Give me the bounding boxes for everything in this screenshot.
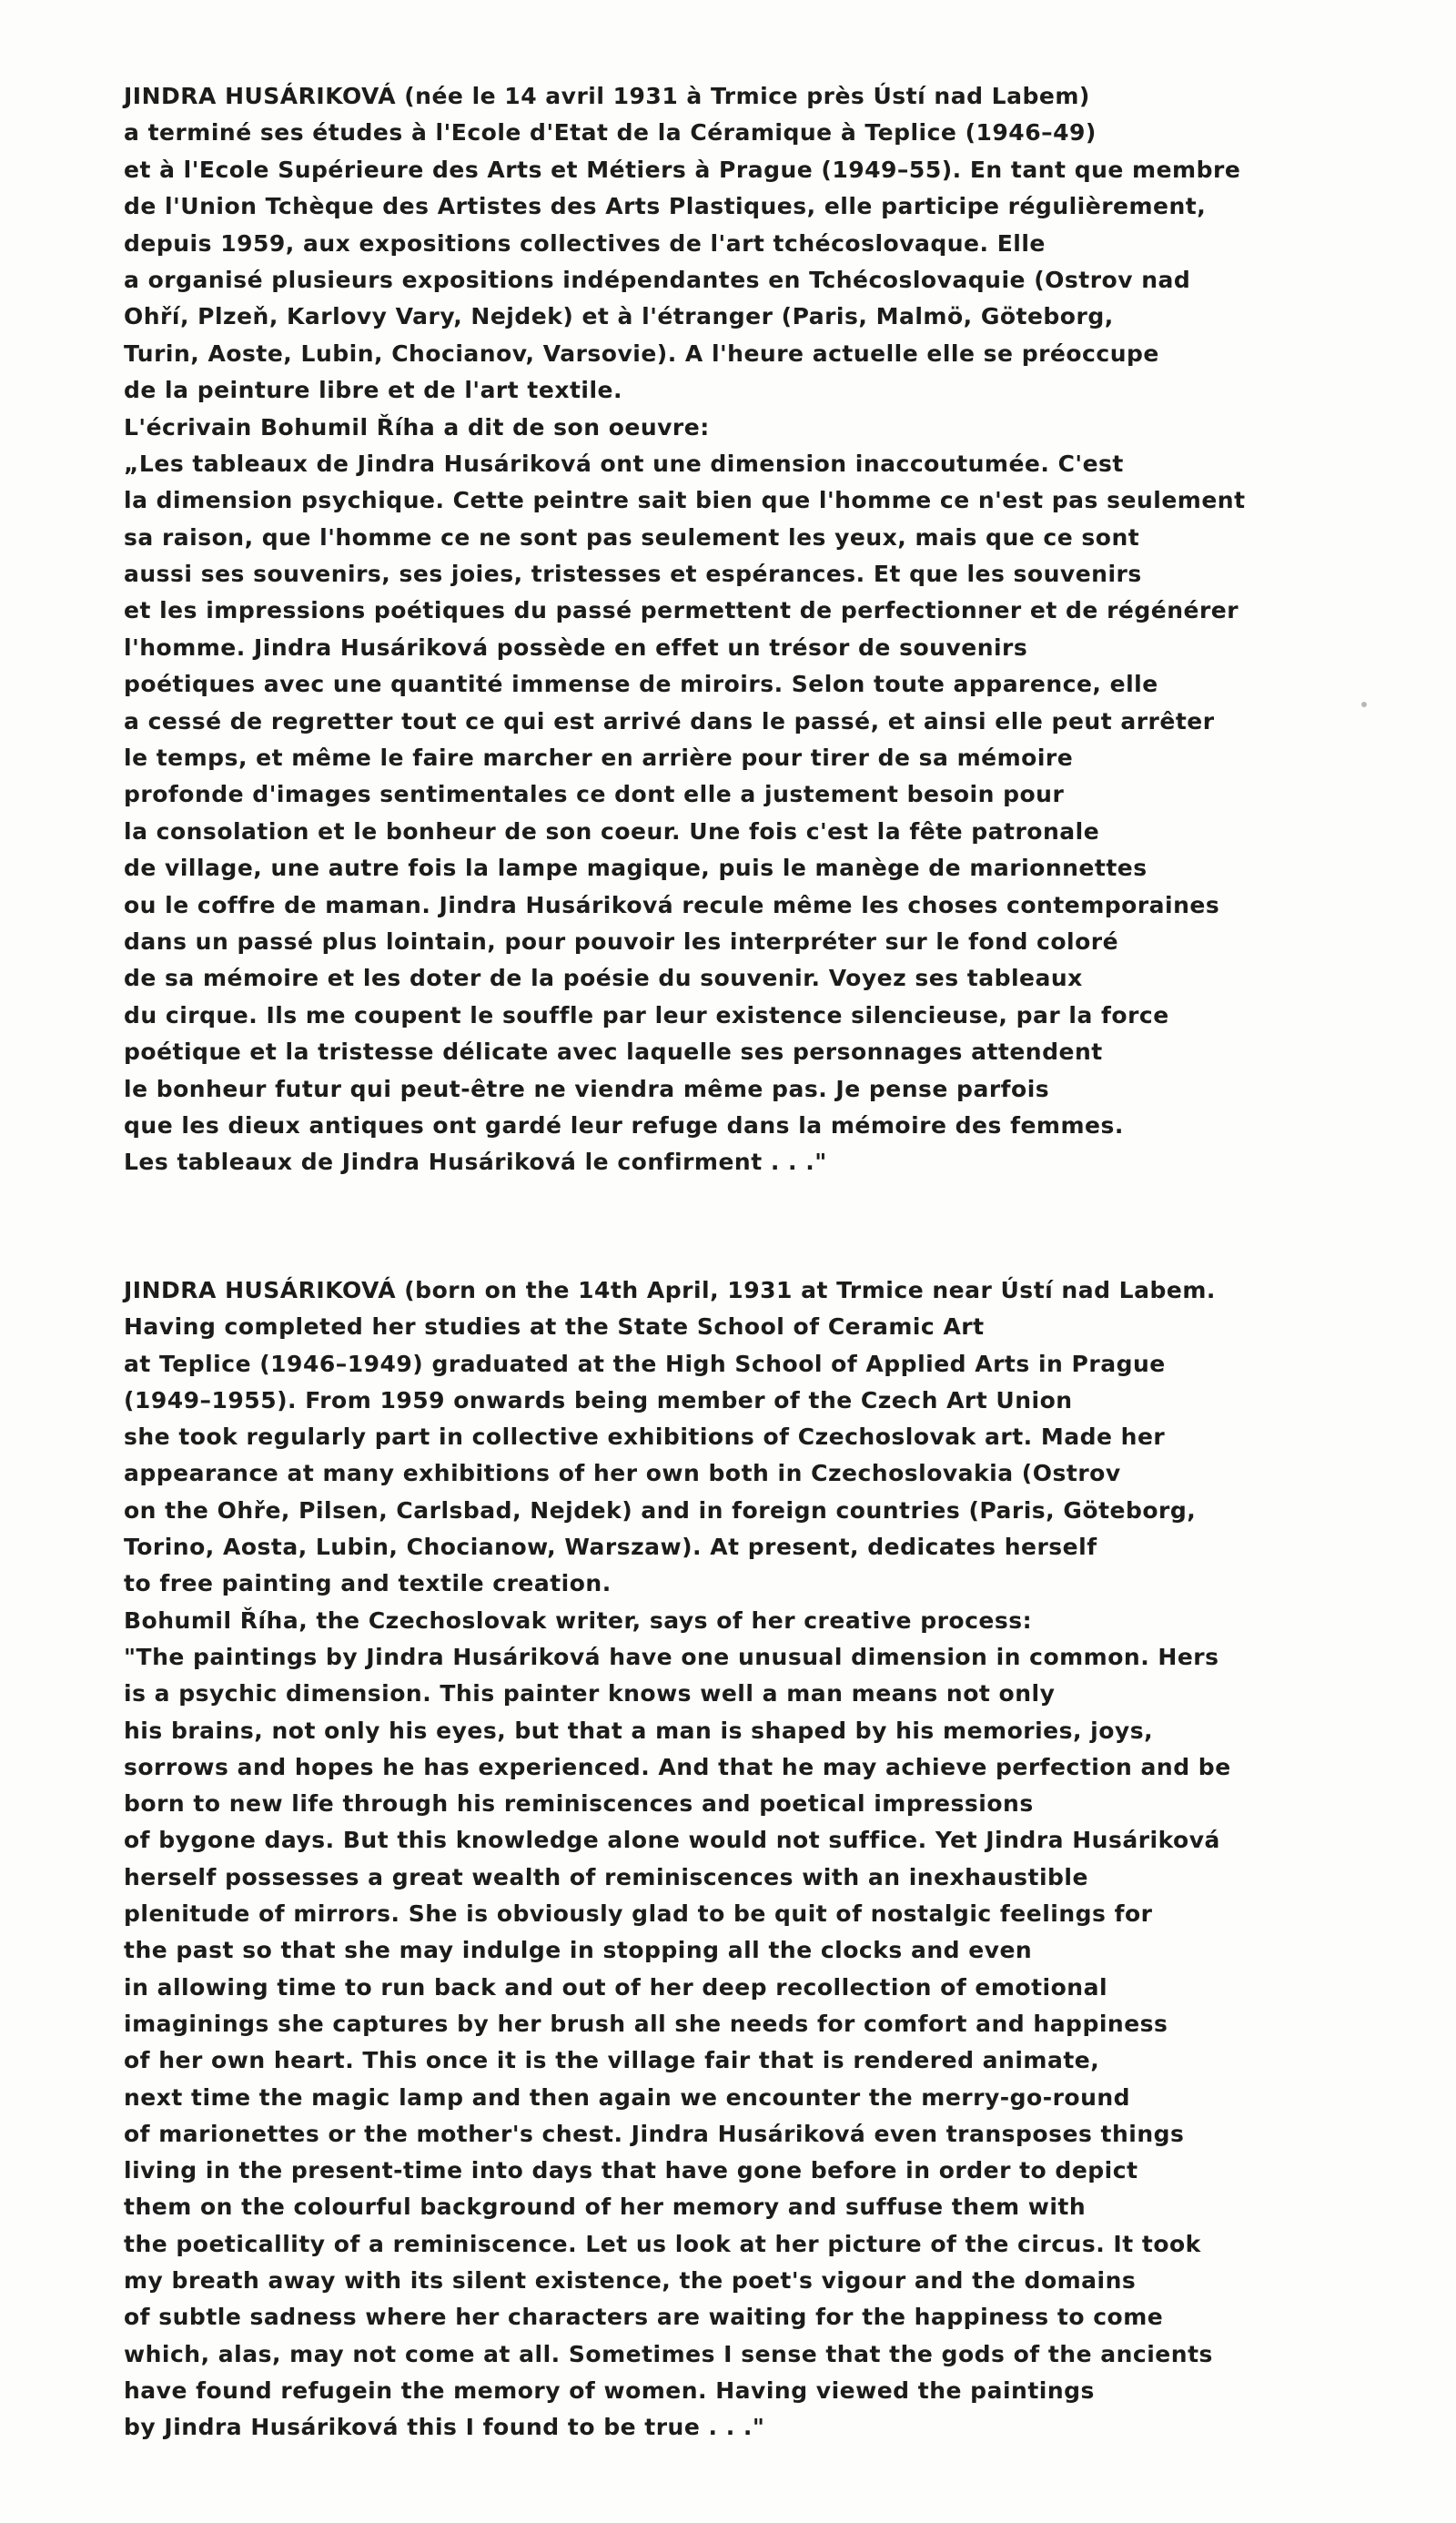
text-line: le temps, et même le faire marcher en arrière pour tirer de sa mémoire: [124, 745, 1074, 772]
text-line: next time the magic lamp and then again we encounter the merry-go-round: [124, 2083, 1131, 2111]
text-line: la dimension psychique. Cette peintre sait bien que l'homme ce n'est pas seulement: [124, 487, 1246, 514]
print-speck: [1361, 702, 1367, 707]
text-line: de sa mémoire et les doter de la poésie du souvenir. Voyez ses tableaux: [124, 965, 1083, 992]
text-line: dans un passé plus lointain, pour pouvoir les interpréter sur le fond coloré: [124, 927, 1119, 955]
text-line: plenitude of mirrors. She is obviously glad to be quit of nostalgic feelings for: [124, 1900, 1153, 1928]
text-line: de la peinture libre et de l'art textile.: [124, 377, 622, 404]
text-line: on the Ohře, Pilsen, Carlsbad, Nejdek) and in foreign countries (Paris, Göteborg,: [124, 1496, 1197, 1524]
text-line: my breath away with its silent existence, the poet's vigour and the domains: [124, 2267, 1137, 2295]
text-line: the past so that she may indulge in stopping all the clocks and even: [124, 1937, 1033, 1964]
text-line: profonde d'images sentimentales ce dont elle a justement besoin pour: [124, 781, 1065, 808]
text-line: l'homme. Jindra Husáriková possède en effet un trésor de souvenirs: [124, 633, 1028, 661]
text-line: L'écrivain Bohumil Říha a dit de son oeuvre:: [124, 413, 710, 441]
text-line: is a psychic dimension. This painter knows well a man means not only: [124, 1680, 1056, 1707]
text-line: them on the colourful background of her memory and suffuse them with: [124, 2194, 1087, 2221]
text-line: (1949–1955). From 1959 onwards being member of the Czech Art Union: [124, 1386, 1073, 1413]
text-line: Turin, Aoste, Lubin, Chocianov, Varsovie). A l'heure actuelle elle se préoccupe: [124, 339, 1159, 367]
text-line: de l'Union Tchèque des Artistes des Arts Plastiques, elle participe régulièrement,: [124, 193, 1207, 220]
text-line: a terminé ses études à l'Ecole d'Etat de la Céramique à Teplice (1946–49): [124, 119, 1097, 147]
text-line: Torino, Aosta, Lubin, Chocianow, Warszaw). At present, dedicates herself: [124, 1534, 1097, 1561]
text-line: que les dieux antiques ont gardé leur refuge dans la mémoire des femmes.: [124, 1111, 1124, 1139]
text-line: poétiques avec une quantité immense de miroirs. Selon toute apparence, elle: [124, 671, 1158, 698]
text-line: Bohumil Říha, the Czechoslovak writer, says of her creative process:: [124, 1606, 1033, 1634]
text-line: imaginings she captures by her brush all she needs for comfort and happiness: [124, 2010, 1168, 2037]
text-line: living in the present-time into days that have gone before in order to depict: [124, 2157, 1138, 2184]
text-line: depuis 1959, aux expositions collectives de l'art tchécoslovaque. Elle: [124, 229, 1046, 257]
text-line: herself possesses a great wealth of reminiscences with an inexhaustible: [124, 1863, 1088, 1890]
text-line: at Teplice (1946–1949) graduated at the High School of Applied Arts in Prague: [124, 1350, 1166, 1377]
text-line: Ohří, Plzeň, Karlovy Vary, Nejdek) et à l'étranger (Paris, Malmö, Göteborg,: [124, 303, 1114, 330]
text-line: of bygone days. But this knowledge alone would not suffice. Yet Jindra Husáriková: [124, 1827, 1220, 1854]
text-line: appearance at many exhibitions of her own both in Czechoslovakia (Ostrov: [124, 1460, 1121, 1487]
text-line: et à l'Ecole Supérieure des Arts et Métiers à Prague (1949–55). En tant que membre: [124, 156, 1241, 183]
text-line: have found refugein the memory of women. Having viewed the paintings: [124, 2376, 1095, 2404]
text-line: "The paintings by Jindra Husáriková have one unusual dimension in common. Hers: [124, 1643, 1219, 1670]
text-line: a cessé de regretter tout ce qui est arrivé dans le passé, et ainsi elle peut arrêter: [124, 707, 1215, 735]
english-biography: [124, 1272, 1231, 2447]
text-line: la consolation et le bonheur de son coeur. Une fois c'est la fête patronale: [124, 817, 1100, 845]
text-line: JINDRA HUSÁRIKOVÁ (née le 14 avril 1931 à Trmice près Ústí nad Labem): [124, 83, 1090, 109]
text-line: born to new life through his reminiscences and poetical impressions: [124, 1790, 1034, 1818]
text-line: of her own heart. This once it is the village fair that is rendered animate,: [124, 2047, 1100, 2074]
text-line: of subtle sadness where her characters are waiting for the happiness to come: [124, 2304, 1164, 2331]
text-line: of marionettes or the mother's chest. Jindra Husáriková even transposes things: [124, 2120, 1185, 2147]
text-line: ou le coffre de maman. Jindra Husáriková recule même les choses contemporaines: [124, 891, 1220, 918]
text-line: du cirque. Ils me coupent le souffle par leur existence silencieuse, par la force: [124, 1001, 1169, 1028]
text-line: „Les tableaux de Jindra Husáriková ont une dimension inaccoutumée. C'est: [124, 450, 1124, 477]
text-line: the poeticallity of a reminiscence. Let us look at her picture of the circus. It took: [124, 2230, 1201, 2257]
text-line: in allowing time to run back and out of her deep recollection of emotional: [124, 1973, 1108, 2001]
text-line: sorrows and hopes he has experienced. And that he may achieve perfection and be: [124, 1753, 1231, 1780]
text-line: poétique et la tristesse délicate avec laquelle ses personnages attendent: [124, 1039, 1103, 1066]
text-line: et les impressions poétiques du passé permettent de perfectionner et de régénérer: [124, 597, 1239, 624]
text-line: JINDRA HUSÁRIKOVÁ (born on the 14th April, 1931 at Trmice near Ústí nad Labem.: [124, 1277, 1216, 1303]
text-line: his brains, not only his eyes, but that a man is shaped by his memories, joys,: [124, 1717, 1154, 1744]
french-biography: [124, 78, 1246, 1181]
text-line: which, alas, may not come at all. Sometimes I sense that the gods of the ancients: [124, 2340, 1213, 2367]
text-line: le bonheur futur qui peut-être ne viendra même pas. Je pense parfois: [124, 1075, 1050, 1102]
text-line: aussi ses souvenirs, ses joies, tristesses et espérances. Et que les souvenirs: [124, 561, 1142, 588]
text-line: by Jindra Husáriková this I found to be true . . .": [124, 2414, 765, 2441]
text-line: a organisé plusieurs expositions indépendantes en Tchécoslovaquie (Ostrov nad: [124, 266, 1191, 293]
text-line: de village, une autre fois la lampe magique, puis le manège de marionnettes: [124, 855, 1148, 882]
text-line: Les tableaux de Jindra Husáriková le confirment . . .": [124, 1149, 827, 1176]
text-line: Having completed her studies at the State School of Ceramic Art: [124, 1313, 985, 1341]
text-line: sa raison, que l'homme ce ne sont pas seulement les yeux, mais que ce sont: [124, 523, 1140, 551]
text-line: she took regularly part in collective exhibitions of Czechoslovak art. Made her: [124, 1424, 1166, 1451]
text-line: to free painting and textile creation.: [124, 1570, 612, 1597]
